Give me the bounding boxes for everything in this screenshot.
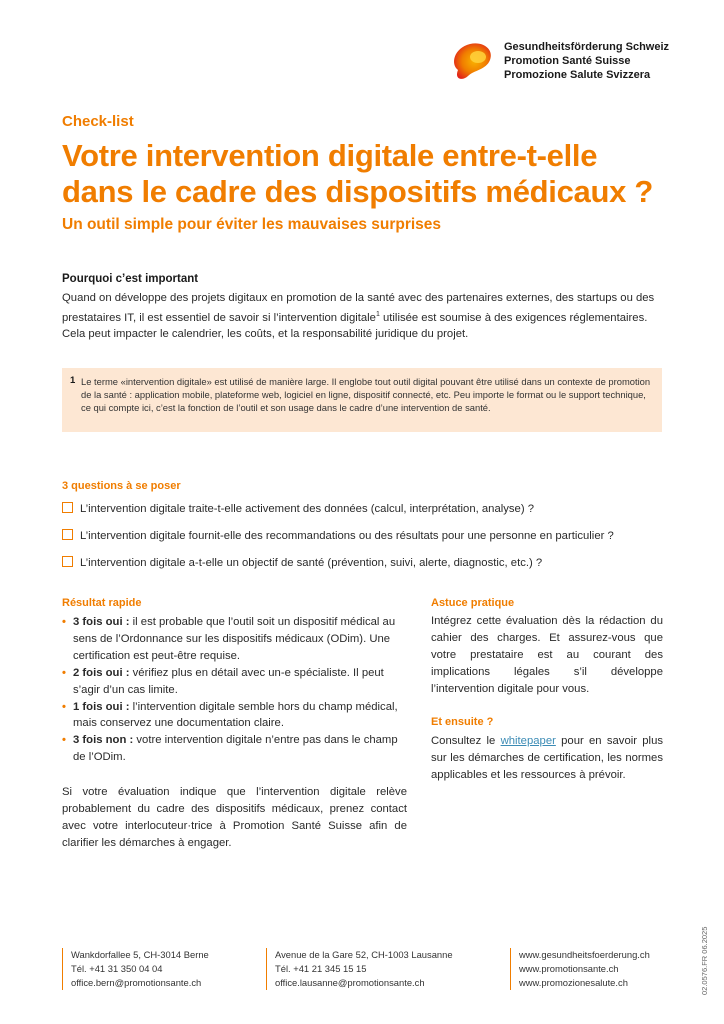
bullet-icon: •	[62, 734, 66, 747]
footer-web	[510, 948, 650, 990]
question-item	[62, 556, 542, 569]
result-item-text: vérifiez plus en détail avec un-e spécialiste. Il peut s’agir d’un cas limite.	[73, 666, 384, 696]
checkbox-icon[interactable]	[62, 529, 73, 540]
document-code-text: 02.0576.FR 06.2025	[700, 926, 709, 995]
result-item-text: l’intervention digitale semble hors du champ médical, mais conservez une documentation claire.	[73, 700, 398, 730]
tip-text: Intégrez cette évaluation dès la rédaction du cahier des charges. Et assurez-vous que votre prestataire est au courant des implications légales s’il développe l’intervention digitale pour vous.	[431, 615, 663, 695]
footer-bern-phone: Tél. +41 31 350 04 04	[71, 962, 163, 974]
logo-wordmark	[504, 40, 669, 82]
title-line-1: Votre intervention digitale entre-t-elle	[62, 138, 598, 173]
question-text: L’intervention digitale a-t-elle un objectif de santé (prévention, suivi, alerte, diagnostic, etc.) ?	[80, 557, 543, 569]
result-item	[62, 699, 407, 733]
why-paragraph	[62, 290, 666, 342]
bullet-icon: •	[62, 666, 66, 679]
next-text-before: Consultez le	[431, 735, 501, 747]
footer-web-link-it[interactable]: www.promozionesalute.ch	[519, 976, 628, 988]
footer-bern	[62, 948, 209, 990]
tip-heading: Astuce pratique	[431, 597, 515, 609]
bullet-icon: •	[62, 616, 66, 628]
document-code	[700, 905, 714, 995]
result-item	[62, 614, 407, 665]
result-item-label: 1 fois oui :	[73, 700, 130, 713]
next-paragraph	[431, 733, 663, 784]
title-line-2: dans le cadre des dispositifs médicaux ?	[62, 174, 653, 209]
footnote-number: 1	[70, 375, 76, 386]
footer-lausanne-address: Avenue de la Gare 52, CH-1003 Lausanne	[275, 949, 453, 960]
next-text-after: pour en savoir plus sur les démarches de certification, les normes applicables et les ressources à prévoir.	[431, 735, 663, 781]
footnote-ref: 1	[375, 310, 380, 318]
why-text-2: utilisée est soumise à des exigences réglementaires. Cela peut impacter le calendrier, les coûts, et la responsabilité juridique du projet.	[62, 311, 648, 340]
result-item-text: votre intervention digitale n’entre pas dans le champ de l’ODim.	[73, 734, 398, 764]
question-text: L’intervention digitale traite-t-elle activement des données (calcul, interprétation, analyse) ?	[80, 503, 535, 515]
footer-bern-address: Wankdorfallee 5, CH-3014 Berne	[71, 949, 209, 960]
result-heading: Résultat rapide	[62, 597, 142, 609]
why-heading: Pourquoi c’est important	[62, 273, 199, 285]
bullet-icon: •	[62, 700, 66, 713]
checkbox-icon[interactable]	[62, 556, 73, 567]
footer-web-link-fr[interactable]: www.promotionsante.ch	[519, 962, 619, 974]
result-conclusion: Si votre évaluation indique que l’intervention digitale relève probablement du cadre des dispositifs médicaux, prenez contact avec votre interlocuteur·trice à Promotion Santé Suisse afin de clarifier les démarches à engager.	[62, 786, 407, 849]
why-text-1: Quand on développe des projets digitaux en promotion de la santé avec des partenaires externes, des startups ou des prestataires IT, il est essentiel de savoir si l’intervention digitale	[62, 292, 655, 324]
footer-lausanne-email[interactable]: office.lausanne@promotionsante.ch	[275, 976, 425, 988]
result-item	[62, 732, 407, 766]
questions-heading: 3 questions à se poser	[62, 480, 181, 492]
question-item	[62, 502, 534, 515]
result-list	[62, 614, 407, 766]
whitepaper-link[interactable]: whitepaper	[500, 735, 556, 747]
next-heading: Et ensuite ?	[431, 716, 494, 728]
logo-line-de: Gesundheitsförderung Schweiz	[504, 41, 670, 53]
logo-line-fr: Promotion Santé Suisse	[504, 55, 631, 67]
footnote-text: Le terme «intervention digitale» est utilisé de manière large. Il englobe tout outil digital pouvant être utilisé dans un contexte de promotion de la santé : application mobile, plateforme web, logiciel en ligne, dispositif connecté, etc. Peu importe le format ou le support technique, ce qui compte ici, c’est la fonction de l’outil et son usage dans le cadre d’une intervention de santé.	[81, 376, 651, 414]
checkbox-icon[interactable]	[62, 502, 73, 513]
result-item	[62, 665, 407, 699]
result-item-label: 3 fois non :	[73, 734, 134, 747]
result-item-text: il est probable que l’outil soit un dispositif médical au sens de l’Ordonnance sur les dispositifs médicaux (ODim). Une certification est peut-être requise.	[73, 616, 396, 662]
page-title	[62, 138, 702, 210]
logo-mark-icon	[448, 40, 496, 82]
eyebrow-label: Check-list	[62, 113, 134, 130]
page-subtitle: Un outil simple pour éviter les mauvaises surprises	[62, 216, 442, 233]
footer-lausanne-phone: Tél. +41 21 345 15 15	[275, 962, 367, 974]
footer-lausanne	[266, 948, 453, 990]
result-item-label: 2 fois oui :	[73, 666, 130, 679]
result-item-label: 3 fois oui :	[73, 616, 130, 628]
question-item	[62, 529, 614, 542]
question-text: L’intervention digitale fournit-elle des recommandations ou des résultats pour une personne en particulier ?	[80, 530, 614, 542]
footer-bern-email[interactable]: office.bern@promotionsante.ch	[71, 976, 202, 988]
footer-web-link-de[interactable]: www.gesundheitsfoerderung.ch	[519, 949, 650, 960]
logo-line-it: Promozione Salute Svizzera	[504, 69, 651, 81]
